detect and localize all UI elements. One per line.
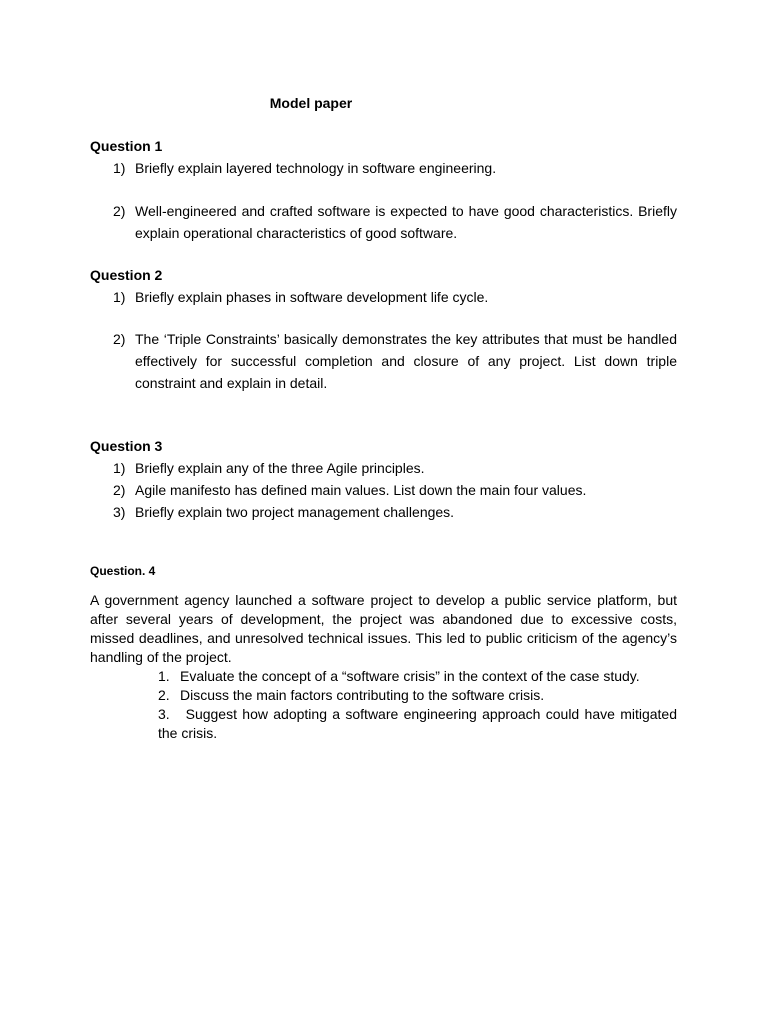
question-4-item-1: [158, 667, 677, 686]
question-2-item-2: [113, 328, 677, 394]
item-number: 1): [113, 160, 126, 176]
item-number: 2): [113, 203, 126, 219]
question-3-item-3: [113, 501, 677, 523]
page-title: Model paper: [269, 95, 353, 111]
item-text: Evaluate the concept of a “software crisis” in the context of the case study.: [180, 668, 640, 684]
question-4-item-2: [158, 686, 677, 705]
item-number: 3): [113, 504, 126, 520]
item-number: 1.: [158, 668, 170, 684]
item-text: Briefly explain layered technology in software engineering.: [135, 160, 497, 176]
question-2-item-1: [113, 286, 677, 308]
item-text: Briefly explain any of the three Agile principles.: [135, 460, 425, 476]
question-4-item-3: [158, 705, 677, 743]
question-2-heading: Question 2: [90, 267, 163, 283]
item-number: 2): [113, 331, 126, 347]
question-3-item-2: [113, 479, 677, 501]
item-text: Agile manifesto has defined main values. List down the main four values.: [135, 482, 587, 498]
item-text: Well-engineered and crafted software is expected to have good characteristics. Briefly explain operational characteristics of good software.: [135, 203, 677, 241]
question-1-item-2: [113, 200, 677, 244]
item-text: Suggest how adopting a software engineering approach could have mitigated the crisis.: [158, 706, 677, 741]
item-number: 2.: [158, 687, 170, 703]
case-study-paragraph: A government agency launched a software project to develop a public service platform, but after several years of development, the project was abandoned due to excessive costs, missed deadlines, and unresolved technical issues. This led to public criticism of the agency’s handling of the project.: [90, 592, 677, 665]
question-3-heading: Question 3: [90, 438, 163, 454]
item-number: 2): [113, 482, 126, 498]
question-1-item-1: [113, 157, 677, 179]
question-4-heading: Question. 4: [90, 564, 156, 578]
item-number: 1): [113, 289, 126, 305]
item-text: Briefly explain phases in software development life cycle.: [135, 289, 489, 305]
item-number: 1): [113, 460, 126, 476]
item-text: The ‘Triple Constraints’ basically demonstrates the key attributes that must be handled effectively for successful completion and closure of any project. List down triple constraint and explain in detail.: [135, 331, 677, 391]
question-3-item-1: [113, 457, 677, 479]
item-text: Briefly explain two project management challenges.: [135, 504, 455, 520]
question-1-heading: Question 1: [90, 138, 163, 154]
item-number: 3.: [158, 706, 170, 722]
item-text: Discuss the main factors contributing to the software crisis.: [180, 687, 545, 703]
